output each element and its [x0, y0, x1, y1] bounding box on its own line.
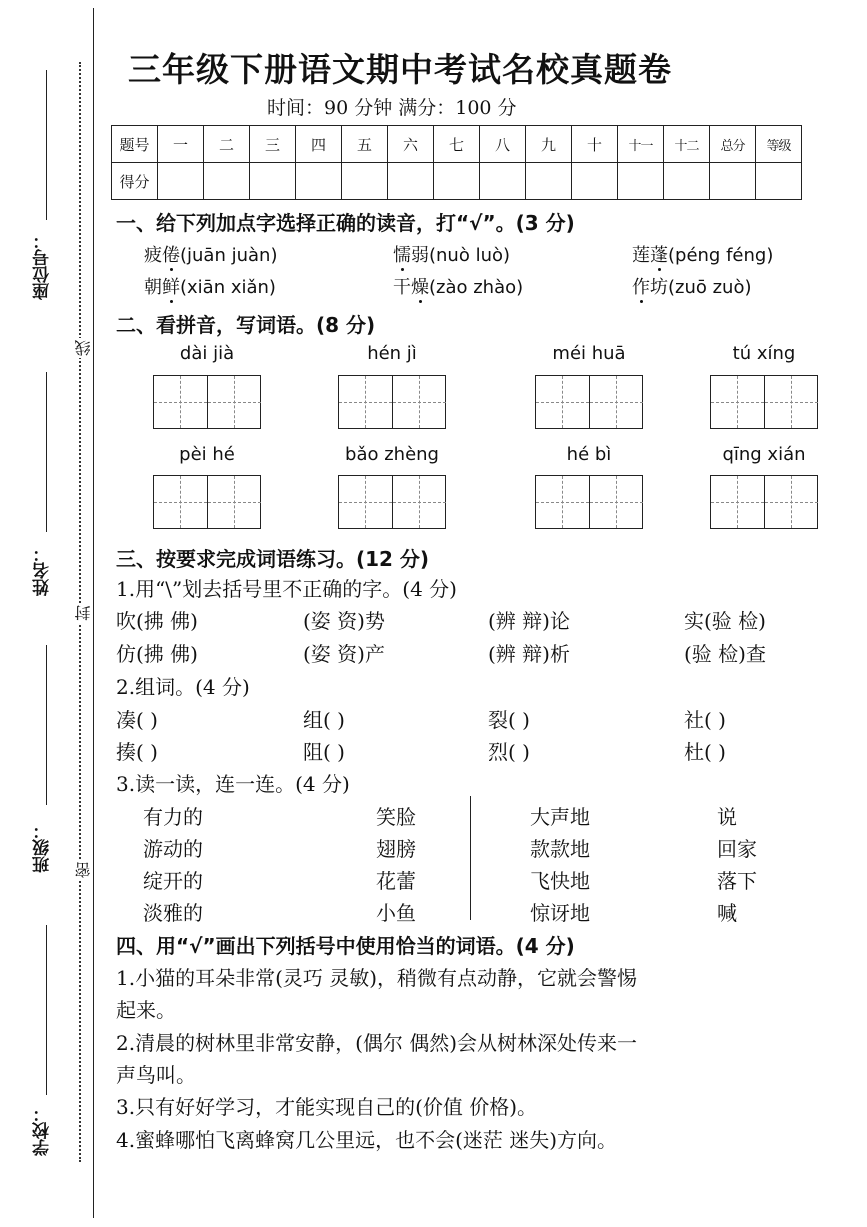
score-cell[interactable] [480, 163, 526, 200]
pinyin-label: qīng xián [722, 444, 806, 465]
pinyin-options[interactable]: (nuò luò) [429, 245, 511, 266]
exam-info: 时间：90 分钟 满分：100 分 [267, 97, 517, 119]
s1-item-3 [632, 241, 773, 267]
section2-heading: 二、看拼音，写词语。(8 分) [116, 313, 376, 337]
s3-q2-item[interactable]: 组( ) [303, 708, 345, 732]
name-underline [46, 372, 47, 532]
match-word[interactable]: 绽开的 [143, 869, 203, 893]
s3-q1-item[interactable]: (验 检)查 [684, 642, 766, 666]
s3-q1-item[interactable]: 实(验 检) [684, 609, 766, 633]
score-cell[interactable] [618, 163, 664, 200]
score-cell[interactable] [572, 163, 618, 200]
table-cell: 四 [296, 126, 342, 163]
binding-line [93, 8, 94, 1218]
s4-line[interactable]: 2.清晨的树林里非常安静，(偶尔 偶然)会从树林深处传来一 [116, 1031, 638, 1055]
name-label: 姓名： [33, 545, 53, 596]
s4-line[interactable]: 3.只有好好学习，才能实现自己的(价值 价格)。 [116, 1095, 538, 1119]
dotted-char: 懦 [393, 245, 411, 266]
score-table [111, 125, 802, 200]
dotted-char: 蓬 [650, 245, 668, 266]
score-cell[interactable] [204, 163, 250, 200]
writing-grid[interactable] [153, 475, 261, 529]
column-divider [470, 796, 471, 920]
table-cell: 八 [480, 126, 526, 163]
score-cell[interactable] [710, 163, 756, 200]
s3-q2-item[interactable]: 烈( ) [488, 740, 530, 764]
pinyin-options[interactable]: (zuō zuò) [668, 277, 752, 298]
table-cell: 题号 [112, 126, 158, 163]
dotted-char: 燥 [411, 277, 429, 298]
writing-grid[interactable] [535, 475, 643, 529]
seal-mark-xian: 线 [74, 340, 93, 356]
seal-mark-feng: 封 [74, 605, 93, 621]
score-table-header-row [112, 126, 802, 163]
match-word[interactable]: 惊讶地 [530, 901, 590, 925]
score-table-score-row [112, 163, 802, 200]
char: 坊 [650, 277, 668, 298]
table-cell: 十二 [664, 126, 710, 163]
pinyin-label: hé bì [566, 444, 612, 465]
s3-q2-item[interactable]: 凑( ) [116, 708, 158, 732]
pinyin-label: bǎo zhèng [345, 444, 439, 465]
s3-q2-item[interactable]: 揍( ) [116, 740, 158, 764]
match-word[interactable]: 款款地 [530, 837, 590, 861]
s4-line[interactable]: 4.蜜蜂哪怕飞离蜂窝几公里远，也不会(迷茫 迷失)方向。 [116, 1128, 618, 1152]
writing-grid[interactable] [710, 375, 818, 429]
s3-q2-item[interactable]: 杜( ) [684, 740, 726, 764]
s1-item-1 [144, 241, 277, 267]
match-word[interactable]: 大声地 [530, 805, 590, 829]
seat-label: 座位号： [33, 232, 53, 300]
s3-q3-title: 3.读一读，连一连。(4 分) [116, 772, 350, 796]
score-cell[interactable] [158, 163, 204, 200]
section1-heading: 一、给下列加点字选择正确的读音，打“√”。(3 分) [116, 211, 575, 235]
table-cell: 七 [434, 126, 480, 163]
s4-line[interactable]: 1.小猫的耳朵非常(灵巧 灵敏)，稍微有点动静，它就会警惕 [116, 966, 638, 990]
s3-q2-item[interactable]: 社( ) [684, 708, 726, 732]
match-word[interactable]: 笑脸 [376, 805, 416, 829]
score-cell[interactable] [664, 163, 710, 200]
table-cell: 三 [250, 126, 296, 163]
table-cell: 十 [572, 126, 618, 163]
dotted-char: 鲜 [162, 277, 180, 298]
score-cell[interactable] [342, 163, 388, 200]
school-underline [46, 925, 47, 1095]
s3-q2-item[interactable]: 裂( ) [488, 708, 530, 732]
writing-grid[interactable] [338, 375, 446, 429]
table-cell: 二 [204, 126, 250, 163]
pinyin-label: hén jì [367, 343, 417, 364]
pinyin-options[interactable]: (juān juàn) [180, 245, 278, 266]
seat-underline [46, 70, 47, 220]
pinyin-options[interactable]: (péng féng) [668, 245, 774, 266]
score-cell[interactable] [388, 163, 434, 200]
s3-q1-item[interactable]: (姿 资)势 [303, 609, 385, 633]
score-cell[interactable] [434, 163, 480, 200]
match-word[interactable]: 落下 [717, 869, 757, 893]
s1-item-6 [632, 273, 752, 299]
s3-q1-item[interactable]: 仿(拂 佛) [116, 642, 198, 666]
match-word[interactable]: 花蕾 [376, 869, 416, 893]
pinyin-options[interactable]: (zào zhào) [429, 277, 524, 298]
s3-q1-item[interactable]: (辨 辩)析 [488, 642, 570, 666]
table-cell: 五 [342, 126, 388, 163]
match-word[interactable]: 小鱼 [376, 901, 416, 925]
writing-grid[interactable] [710, 475, 818, 529]
score-cell[interactable] [250, 163, 296, 200]
class-label: 班级： [33, 822, 53, 873]
s3-q2-item[interactable]: 阻( ) [303, 740, 345, 764]
s1-item-5 [393, 273, 523, 299]
writing-grid[interactable] [153, 375, 261, 429]
s4-line: 起来。 [116, 998, 176, 1022]
section4-heading: 四、用“√”画出下列括号中使用恰当的词语。(4 分) [116, 934, 575, 958]
table-cell: 六 [388, 126, 434, 163]
match-word[interactable]: 飞快地 [530, 869, 590, 893]
s3-q1-title: 1.用“\”划去括号里不正确的字。(4 分) [116, 577, 457, 601]
table-cell: 得分 [112, 163, 158, 200]
s1-item-2 [393, 241, 510, 267]
seal-mark-mi: 密 [74, 862, 93, 878]
match-word[interactable]: 有力的 [143, 805, 203, 829]
pinyin-label: méi huā [552, 343, 626, 364]
table-cell: 一 [158, 126, 204, 163]
pinyin-options[interactable]: (xiān xiǎn) [180, 277, 276, 298]
match-word[interactable]: 淡雅的 [143, 901, 203, 925]
score-cell[interactable] [756, 163, 802, 200]
char: 朝 [144, 277, 162, 298]
s3-q1-item[interactable]: (姿 资)产 [303, 642, 385, 666]
s3-q1-item[interactable]: (辨 辩)论 [488, 609, 570, 633]
match-word[interactable]: 回家 [717, 837, 757, 861]
school-label: 学校： [33, 1105, 53, 1156]
class-underline [46, 645, 47, 805]
section3-heading: 三、按要求完成词语练习。(12 分) [116, 547, 430, 571]
score-cell[interactable] [526, 163, 572, 200]
char: 干 [393, 277, 411, 298]
table-cell: 总分 [710, 126, 756, 163]
s3-q2-title: 2.组词。(4 分) [116, 675, 250, 699]
char: 莲 [632, 245, 650, 266]
pinyin-label: dài jià [179, 343, 235, 364]
char: 疲 [144, 245, 162, 266]
writing-grid[interactable] [535, 375, 643, 429]
pinyin-label: tú xíng [732, 343, 796, 364]
match-word[interactable]: 说 [717, 805, 737, 829]
page-title: 三年级下册语文期中考试名校真题卷 [128, 50, 672, 89]
match-word[interactable]: 翅膀 [376, 837, 416, 861]
match-word[interactable]: 喊 [717, 901, 737, 925]
dotted-char: 作 [632, 277, 650, 298]
dotted-char: 倦 [162, 245, 180, 266]
match-word[interactable]: 游动的 [143, 837, 203, 861]
pinyin-label: pèi hé [179, 444, 235, 465]
table-cell: 等级 [756, 126, 802, 163]
char: 弱 [411, 245, 429, 266]
s3-q1-item[interactable]: 吹(拂 佛) [116, 609, 198, 633]
s1-item-4 [144, 273, 276, 299]
table-cell: 十一 [618, 126, 664, 163]
score-cell[interactable] [296, 163, 342, 200]
table-cell: 九 [526, 126, 572, 163]
s4-line: 声鸟叫。 [116, 1063, 196, 1087]
writing-grid[interactable] [338, 475, 446, 529]
